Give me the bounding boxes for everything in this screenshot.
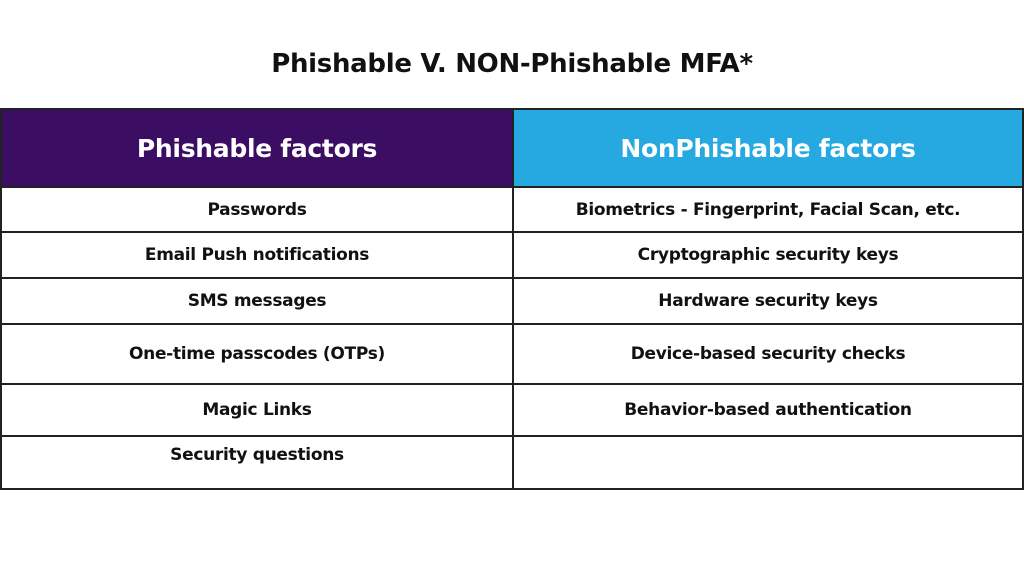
page-title: Phishable V. NON-Phishable MFA* (271, 49, 753, 79)
nonphishable-cell (513, 436, 1023, 489)
nonphishable-cell: Behavior-based authentication (513, 384, 1023, 436)
nonphishable-cell: Hardware security keys (513, 278, 1023, 324)
phishable-cell: Email Push notifications (1, 232, 513, 278)
mfa-comparison-table (0, 108, 1024, 490)
nonphishable-cell: Device-based security checks (513, 324, 1023, 384)
table-row (1, 187, 1023, 232)
phishable-cell: Passwords (1, 187, 513, 232)
header-phishable-factors: Phishable factors (1, 109, 513, 187)
table-row (1, 232, 1023, 278)
table-row (1, 436, 1023, 489)
table-row (1, 384, 1023, 436)
phishable-cell: Security questions (1, 436, 513, 489)
phishable-cell: Magic Links (1, 384, 513, 436)
phishable-cell: One-time passcodes (OTPs) (1, 324, 513, 384)
phishable-cell: SMS messages (1, 278, 513, 324)
table-header-row (1, 109, 1023, 187)
table-row (1, 278, 1023, 324)
table-row (1, 324, 1023, 384)
nonphishable-cell: Biometrics - Fingerprint, Facial Scan, etc. (513, 187, 1023, 232)
nonphishable-cell: Cryptographic security keys (513, 232, 1023, 278)
header-nonphishable-factors: NonPhishable factors (513, 109, 1023, 187)
